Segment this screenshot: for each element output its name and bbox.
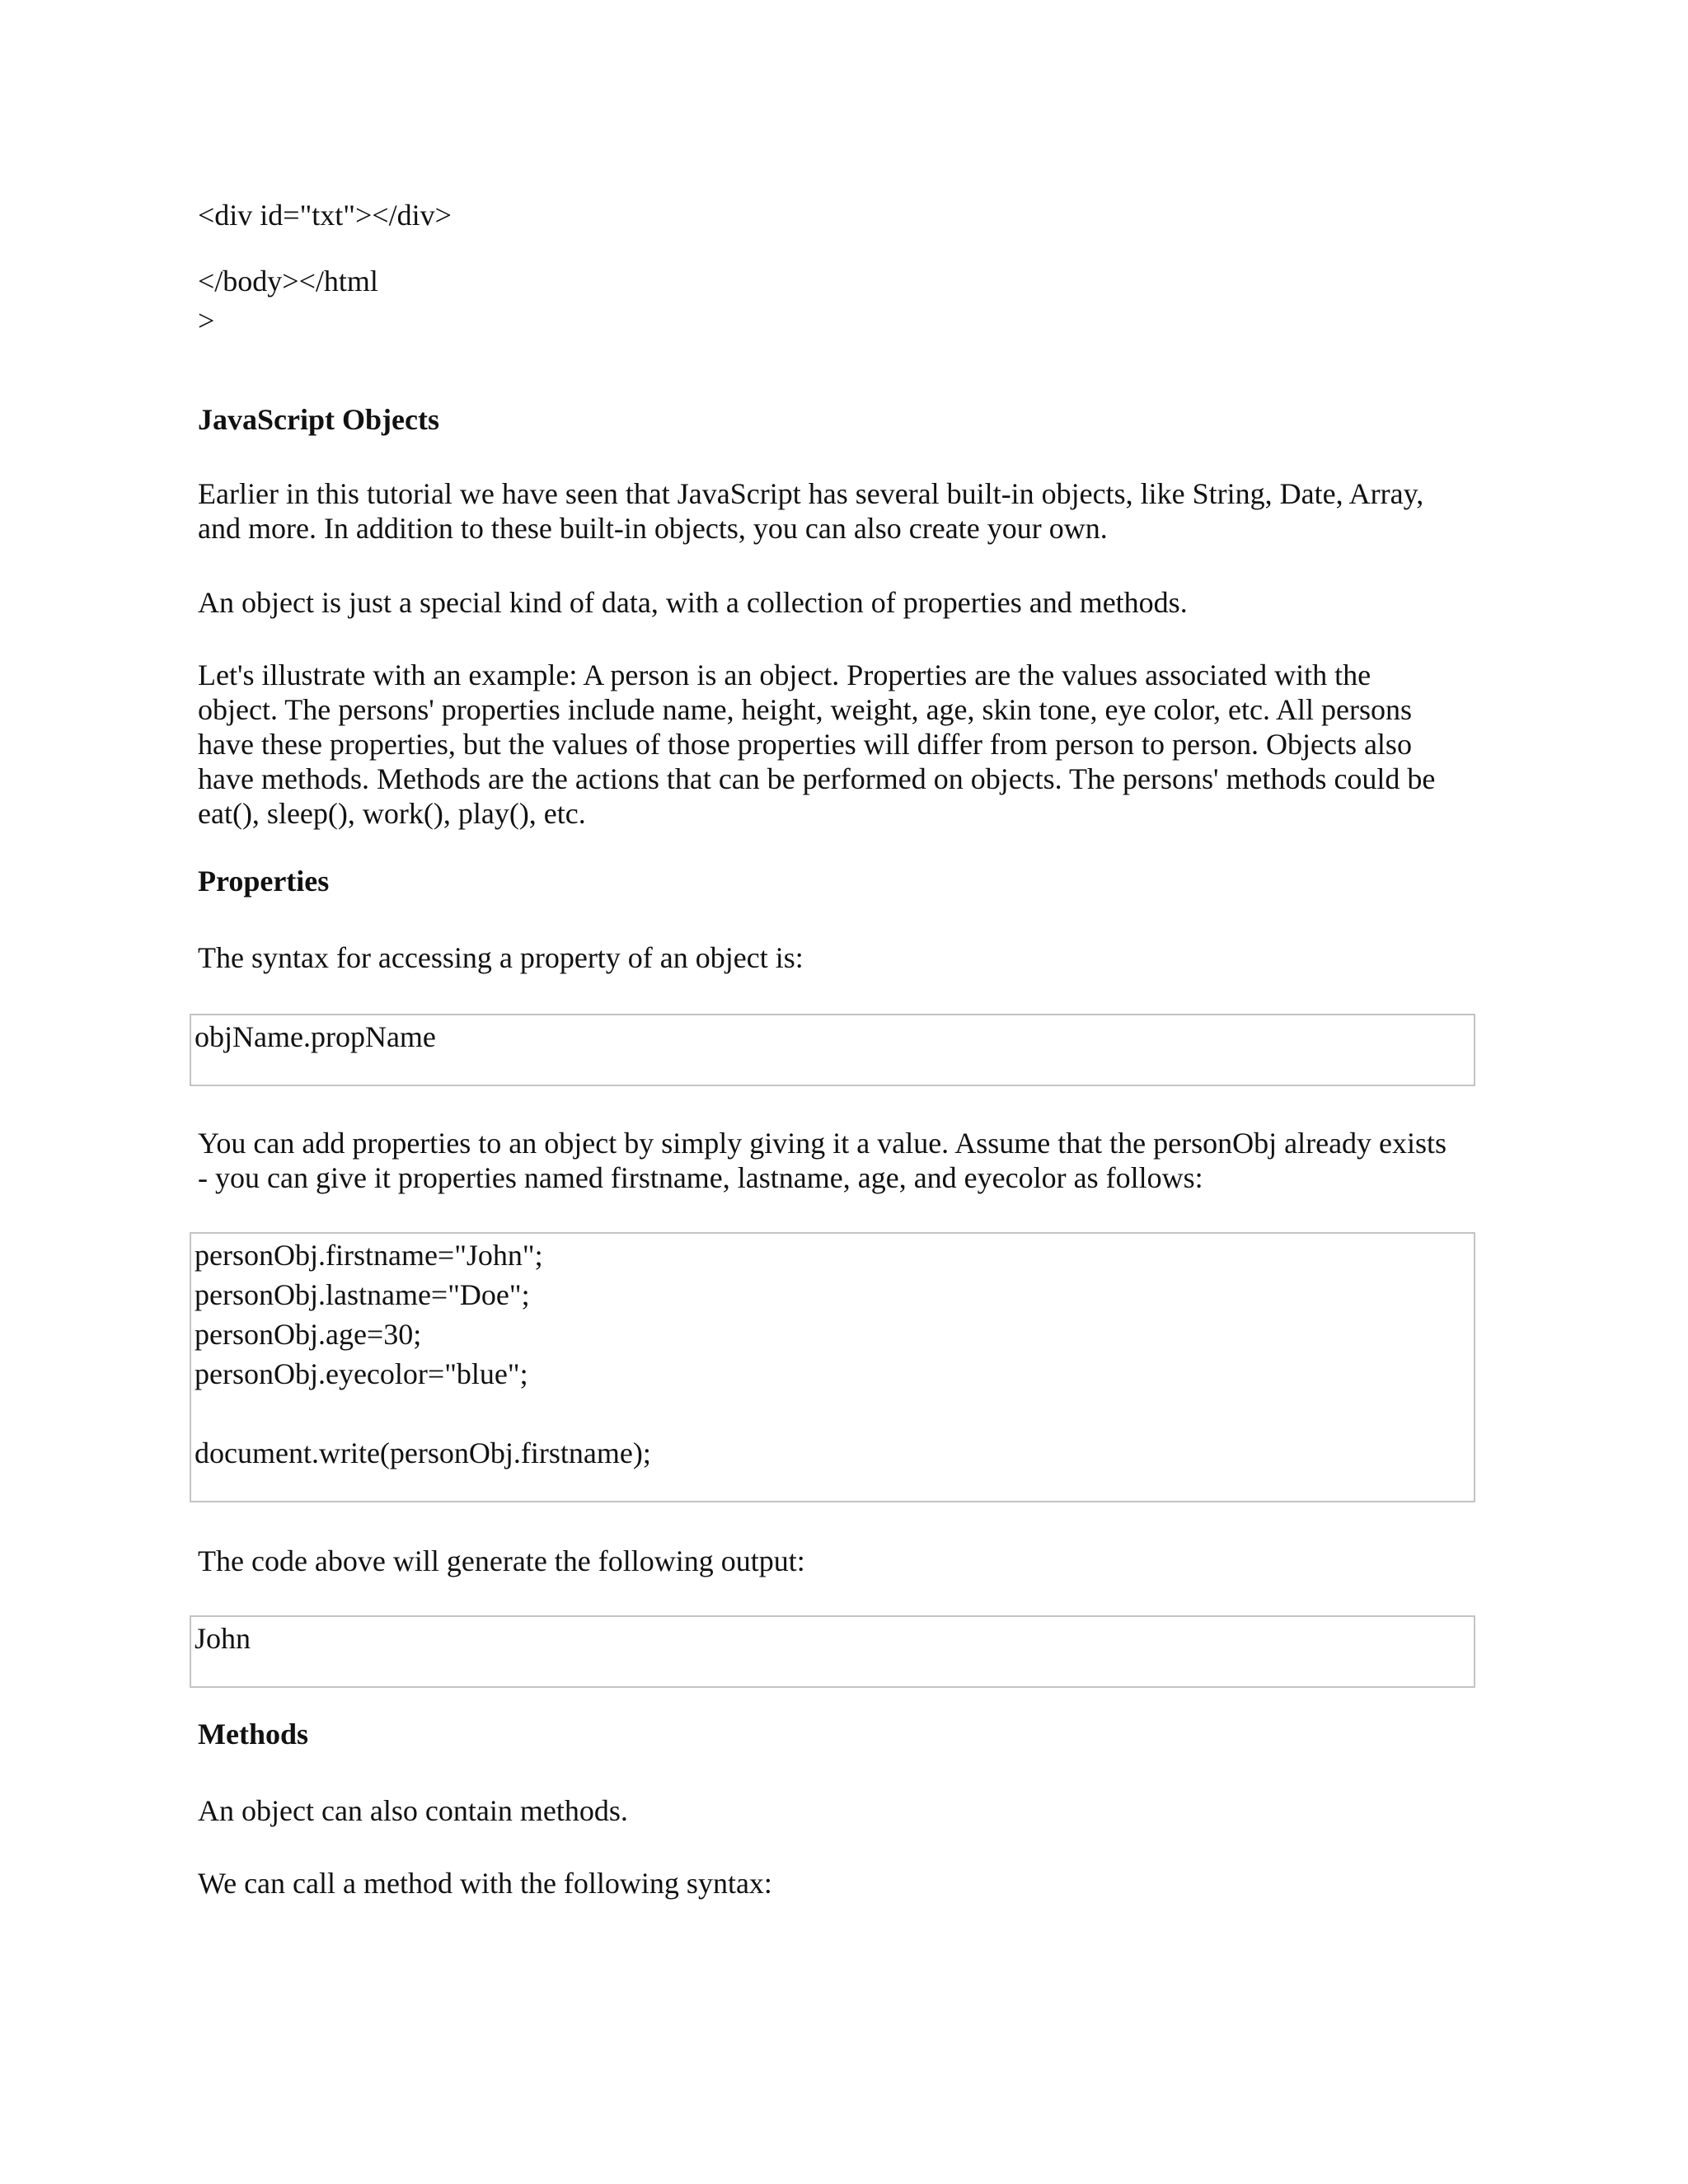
output-intro: The code above will generate the following output: <box>198 1544 805 1577</box>
code-div-line: <div id="txt"></div> <box>198 199 452 232</box>
example-code-box <box>190 1232 1475 1502</box>
output-value: John <box>195 1622 251 1655</box>
object-definition: An object is just a special kind of data, with a collection of properties and methods. <box>198 586 1188 619</box>
code-body-close-bracket: > <box>198 304 215 337</box>
example-paragraph <box>198 658 1484 831</box>
code-body-close-line: </body></html <box>198 265 378 298</box>
add-properties-paragraph <box>198 1126 1484 1195</box>
example-line: eat(), sleep(), work(), play(), etc. <box>198 797 586 830</box>
syntax-code-box <box>190 1014 1475 1086</box>
example-line: object. The persons' properties include name, height, weight, age, skin tone, eye color, etc. All persons <box>198 693 1412 726</box>
output-box <box>190 1615 1475 1688</box>
example-line: have these properties, but the values of those properties will differ from person to person. Objects also <box>198 728 1412 761</box>
intro-line: and more. In addition to these built-in objects, you can also create your own. <box>198 512 1108 545</box>
intro-paragraph <box>198 476 1484 546</box>
code-line: personObj.age=30; <box>195 1318 422 1351</box>
syntax-code-line: objName.propName <box>195 1020 436 1053</box>
heading-properties: Properties <box>198 865 330 898</box>
code-line: personObj.firstname="John"; <box>195 1239 543 1272</box>
heading-methods: Methods <box>198 1718 308 1750</box>
code-line: personObj.eyecolor="blue"; <box>195 1357 528 1390</box>
heading-javascript-objects: JavaScript Objects <box>198 403 439 436</box>
add-properties-line: - you can give it properties named firstname, lastname, age, and eyecolor as follows: <box>198 1161 1203 1194</box>
code-line: personObj.lastname="Doe"; <box>195 1278 530 1311</box>
example-line: Let's illustrate with an example: A person is an object. Properties are the values associated with the <box>198 658 1372 691</box>
syntax-intro: The syntax for accessing a property of an object is: <box>198 941 804 974</box>
intro-line: Earlier in this tutorial we have seen that JavaScript has several built-in objects, like String, Date, Array, <box>198 477 1424 510</box>
code-line: document.write(personObj.firstname); <box>195 1436 651 1469</box>
methods-call-intro: We can call a method with the following syntax: <box>198 1867 772 1900</box>
example-line: have methods. Methods are the actions that can be performed on objects. The persons' methods could be <box>198 762 1436 795</box>
add-properties-line: You can add properties to an object by simply giving it a value. Assume that the personObj already exists <box>198 1127 1447 1160</box>
methods-intro: An object can also contain methods. <box>198 1794 628 1827</box>
code-line-blank <box>195 1394 1470 1433</box>
